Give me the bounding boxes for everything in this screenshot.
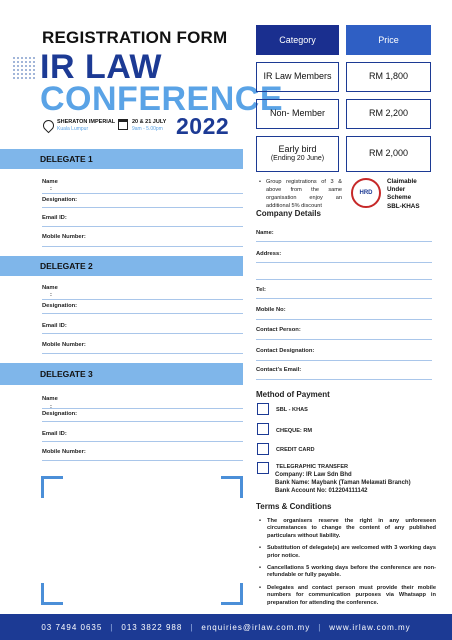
delegate-3-header: DELEGATE 3 xyxy=(0,363,243,385)
corner-bracket-decoration xyxy=(41,583,63,605)
terms-title: Terms & Conditions xyxy=(256,502,332,511)
price-cell: RM 2,000 xyxy=(346,136,431,172)
terms-list xyxy=(258,518,436,612)
company-address-label: Address: xyxy=(256,251,282,257)
category-label: Early bird xyxy=(278,144,317,154)
delegate-2-header: DELEGATE 2 xyxy=(0,256,243,276)
phone-number-2[interactable]: 013 3822 988 xyxy=(121,622,183,632)
bank-account: Bank Account No: 012204111142 xyxy=(275,488,368,495)
contact-designation-field[interactable] xyxy=(256,360,432,361)
delegate-email-field[interactable] xyxy=(42,226,243,227)
company-address-field-2[interactable] xyxy=(256,279,432,280)
delegate-designation-field[interactable] xyxy=(42,313,243,314)
terms-item: • Delegates and contact person must provide their mobile numbers for communication purposes via Whatsapp in preparation for attending the conference. xyxy=(258,585,436,607)
bank-details xyxy=(275,471,411,495)
separator: | xyxy=(190,622,194,632)
contact-email-label: Contact's Email: xyxy=(256,367,302,373)
price-cell: RM 1,800 xyxy=(346,62,431,92)
delegate-mobile-field[interactable] xyxy=(42,353,243,354)
separator: | xyxy=(318,622,322,632)
contact-person-label: Contact Person: xyxy=(256,327,301,333)
corner-bracket-decoration xyxy=(221,583,243,605)
delegate-email-field[interactable] xyxy=(42,333,243,334)
category-cell: Non- Member xyxy=(256,99,339,129)
bank-name: Bank Name: Maybank (Taman Melawati Branch) xyxy=(275,480,411,487)
delegate-email-label: Email ID: xyxy=(42,215,67,221)
dot-pattern-decoration xyxy=(12,56,36,80)
claim-line: SBL-KHAS xyxy=(387,202,420,210)
payment-checkbox-sbl[interactable] xyxy=(257,403,269,415)
terms-item: • Substitution of delegate(s) are welcomed with 3 working days prior notice. xyxy=(258,545,436,560)
company-name-field[interactable] xyxy=(256,241,432,242)
delegate-name-field[interactable] xyxy=(42,299,243,300)
delegate-name-label: Name xyxy=(42,285,58,291)
venue-name: SHERATON IMPERIAL xyxy=(57,119,116,125)
contact-email-field[interactable] xyxy=(256,379,432,380)
category-cell: IR Law Members xyxy=(256,62,339,92)
delegate-mobile-field[interactable] xyxy=(42,460,243,461)
price-cell: RM 2,200 xyxy=(346,99,431,129)
company-details-title: Company Details xyxy=(256,209,321,218)
delegate-email-label: Email ID: xyxy=(42,323,67,329)
contact-person-field[interactable] xyxy=(256,339,432,340)
delegate-mobile-label: Mobile Number: xyxy=(42,342,86,348)
terms-item: • Cancellations 5 working days before the conference are non-refundable or fully payable. xyxy=(258,565,436,580)
company-tel-label: Tel: xyxy=(256,287,266,293)
delegate-email-label: Email ID: xyxy=(42,431,67,437)
company-name-label: Name: xyxy=(256,230,274,236)
payment-option-label: TELEGRAPHIC TRANSFER xyxy=(276,464,349,470)
terms-item: • The organisers reserve the right in any unforeseen circumstances to change the content of any published particulars without liability. xyxy=(258,518,436,540)
email-link[interactable]: enquiries@irlaw.com.my xyxy=(201,622,311,632)
delegate-name-field[interactable] xyxy=(42,408,243,409)
payment-method-title: Method of Payment xyxy=(256,390,330,399)
payment-option-label: CHEQUE: RM xyxy=(276,428,313,434)
payment-checkbox-credit-card[interactable] xyxy=(257,443,269,455)
delegate-mobile-field[interactable] xyxy=(42,246,243,247)
contact-designation-label: Contact Designation: xyxy=(256,348,315,354)
colon-separator: : xyxy=(50,292,52,298)
delegate-name-field[interactable] xyxy=(42,193,243,194)
claim-line: Scheme xyxy=(387,194,412,202)
delegate-mobile-label: Mobile Number: xyxy=(42,449,86,455)
delegate-designation-field[interactable] xyxy=(42,421,243,422)
event-date: 20 & 21 JULY xyxy=(132,119,167,125)
claimable-scheme-text xyxy=(387,178,420,211)
bank-company: Company: IR Law Sdn Bhd xyxy=(275,472,352,478)
group-discount-note: • Group registrations of 3 & above from the same organisation enjoy an additional 5% discount xyxy=(258,178,342,210)
delegate-name-label: Name xyxy=(42,179,58,185)
delegate-designation-label: Designation: xyxy=(42,197,78,203)
delegate-1-header: DELEGATE 1 xyxy=(0,149,243,169)
company-mobile-label: Mobile No: xyxy=(256,307,286,313)
colon-separator: : xyxy=(50,186,52,192)
form-title: REGISTRATION FORM xyxy=(42,28,228,47)
company-address-field[interactable] xyxy=(256,262,432,263)
website-link[interactable]: www.irlaw.com.my xyxy=(329,622,411,632)
delegate-email-field[interactable] xyxy=(42,441,243,442)
company-tel-field[interactable] xyxy=(256,298,432,299)
delegate-mobile-label: Mobile Number: xyxy=(42,234,86,240)
delegate-name-label: Name xyxy=(42,396,58,402)
category-header: Category xyxy=(256,25,339,55)
venue-city: Kuala Lumpur xyxy=(57,126,89,132)
category-sublabel: (Ending 20 June) xyxy=(270,155,325,163)
conference-year: 2022 xyxy=(176,113,230,139)
phone-number-1[interactable]: 03 7494 0635 xyxy=(41,622,103,632)
location-pin-icon xyxy=(41,118,57,134)
delegate-designation-field[interactable] xyxy=(42,207,243,208)
colon-separator: : xyxy=(50,404,52,410)
company-mobile-field[interactable] xyxy=(256,319,432,320)
separator: | xyxy=(110,622,114,632)
category-cell xyxy=(256,136,339,172)
payment-option-label: SBL - KHAS xyxy=(276,407,308,413)
payment-checkbox-cheque[interactable] xyxy=(257,423,269,435)
corner-bracket-decoration xyxy=(221,476,243,498)
contact-footer xyxy=(0,614,452,640)
claim-line: Claimable xyxy=(387,178,417,185)
delegate-designation-label: Designation: xyxy=(42,411,78,417)
claim-line: Under xyxy=(387,186,406,194)
delegate-designation-label: Designation: xyxy=(42,303,78,309)
payment-checkbox-telegraphic-transfer[interactable] xyxy=(257,462,269,474)
conference-title-line2: CONFERENCE xyxy=(40,80,284,118)
payment-option-label: CREDIT CARD xyxy=(276,447,315,453)
conference-title-line1: IR LAW xyxy=(40,48,162,86)
hrd-corp-logo: HRD xyxy=(351,178,381,208)
event-time: 9am - 5.00pm xyxy=(132,126,163,132)
corner-bracket-decoration xyxy=(41,476,63,498)
price-header: Price xyxy=(346,25,431,55)
calendar-icon xyxy=(118,119,128,130)
